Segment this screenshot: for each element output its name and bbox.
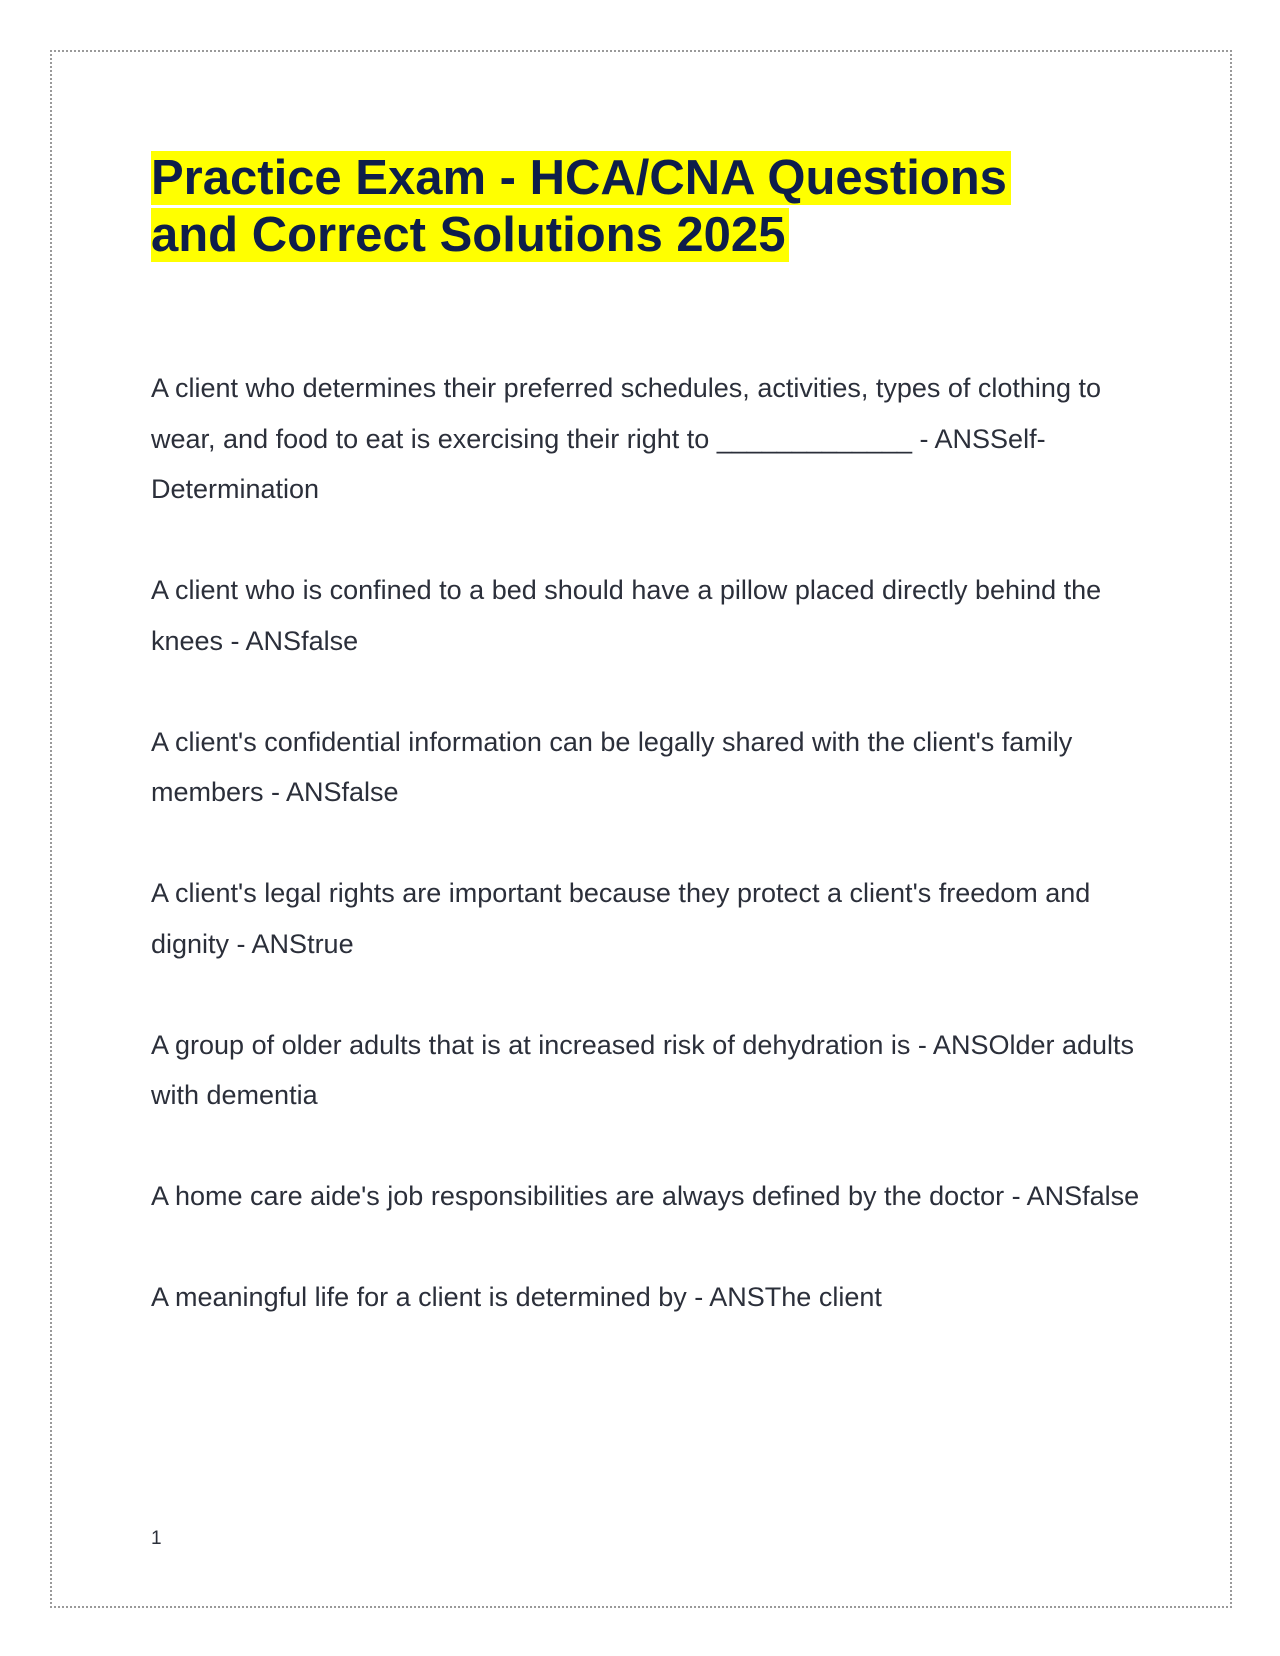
page-number: 1 <box>151 1528 162 1549</box>
title-line-2: and Correct Solutions 2025 <box>151 208 789 262</box>
title-line-1: Practice Exam - HCA/CNA Questions <box>151 151 1011 205</box>
qa-item: A client's legal rights are important because they protect a client's freedom and dignity - ANStrue <box>151 878 1091 959</box>
qa-item: A meaningful life for a client is determined by - ANSThe client <box>151 1282 882 1312</box>
qa-list <box>151 363 1141 1323</box>
qa-item: A home care aide's job responsibilities are always defined by the doctor - ANSfalse <box>151 1181 1140 1211</box>
qa-item: A client who is confined to a bed should have a pillow placed directly behind the knees - ANSfalse <box>151 575 1102 656</box>
qa-item: A client's confidential information can be legally shared with the client's family members - ANSfalse <box>151 726 1073 807</box>
qa-item: A group of older adults that is at increased risk of dehydration is - ANSOlder adults with dementia <box>151 1029 1135 1110</box>
document-content <box>151 150 1141 1373</box>
document-title <box>151 150 1141 264</box>
qa-item: A client who determines their preferred schedules, activities, types of clothing to wear, and food to eat is exercising their right to _____________ - ANSSelf-Determination <box>151 373 1101 504</box>
